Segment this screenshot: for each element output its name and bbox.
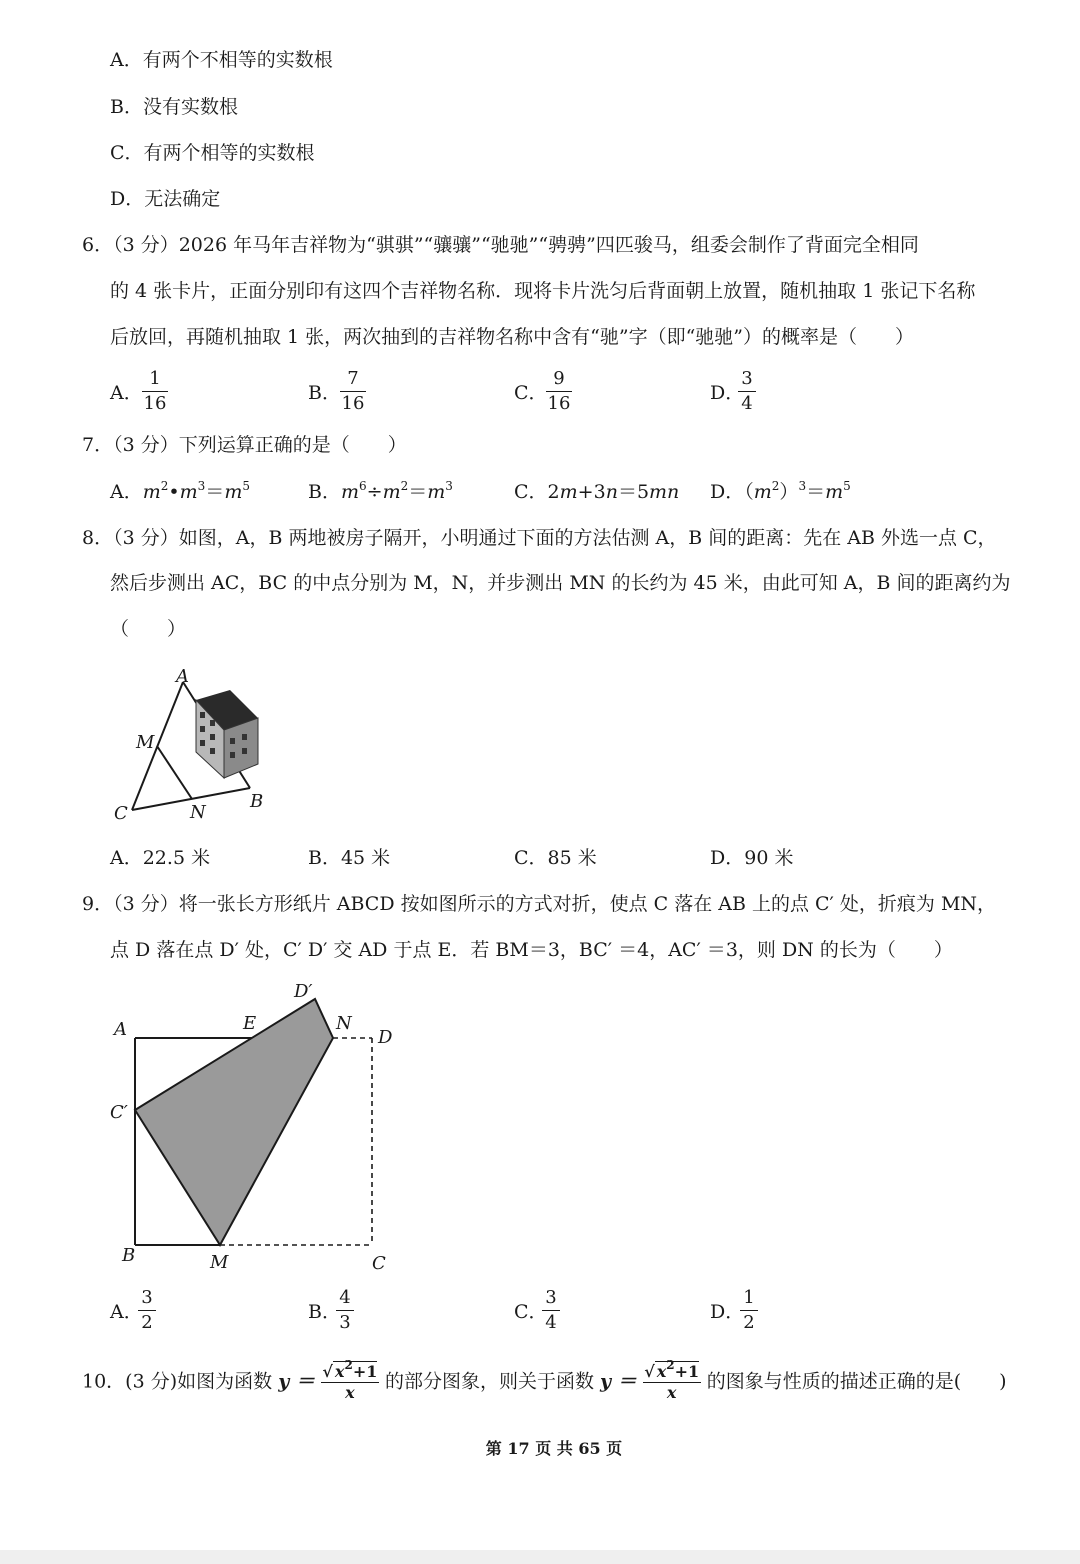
- numerator: 1: [743, 1287, 755, 1308]
- q9-option-a-fraction: [138, 1287, 156, 1334]
- q9-stem-line1: 9．（3 分）将一张长方形纸片 ABCD 按如图所示的方式对折，使点 C 落在 AB 上的点 C′ 处，折痕为 MN，: [82, 893, 997, 915]
- label-c: C: [114, 803, 128, 824]
- bottom-strip: [0, 1550, 1080, 1564]
- page-footer: 第 17 页 共 65 页: [485, 1439, 623, 1458]
- option-letter: C．: [514, 481, 548, 503]
- q6-stem-line2: 的 4 张卡片，正面分别印有这四个吉祥物名称．现将卡片洗匀后背面朝上放置，随机抽取 1 张记下名称: [110, 280, 976, 302]
- denominator: 3: [339, 1312, 351, 1333]
- q8-option-c: C．85 米: [514, 847, 597, 869]
- denominator: 2: [141, 1312, 153, 1333]
- option-letter: B．: [308, 481, 341, 503]
- q10-stem: 10．(3 分)如图为函数 y ＝ $\frac{√ x^2+1}{x}$ 的部分图象，则关于函数 y ＝ $\frac{√ x^2+1}{x}$ 的图象与性质的描述正确的是( ): [82, 1358, 1007, 1402]
- option-letter: A．: [110, 481, 143, 503]
- q6-option-c-fraction: [546, 368, 572, 415]
- q9-option-b-letter: B．: [308, 1301, 341, 1323]
- label-d: D: [378, 1027, 393, 1048]
- label-b: B: [122, 1245, 136, 1266]
- label-e: E: [243, 1013, 257, 1034]
- denominator: 16: [547, 393, 571, 414]
- q9-option-c-fraction: [542, 1287, 560, 1334]
- q8-stem-line1: 8．（3 分）如图，A，B 两地被房子隔开，小明通过下面的方法估测 A，B 间的距离：先在 AB 外选一点 C，: [82, 527, 997, 549]
- folded-region: [135, 999, 333, 1245]
- q8-option-b: B．45 米: [308, 847, 391, 869]
- midline-mn: [157, 746, 192, 799]
- q7-option-a: A．$m^2•m^3=m^5$: [110, 479, 250, 503]
- denominator: 2: [743, 1312, 755, 1333]
- q10-stem-mid: 的部分图象，则关于函数: [384, 1370, 594, 1393]
- q8-triangle-figure: [100, 660, 290, 830]
- numerator: 3: [141, 1287, 153, 1308]
- q9-fold-figure: [100, 975, 410, 1275]
- denominator: 16: [341, 393, 365, 414]
- denominator: 4: [741, 393, 753, 414]
- label-m: M: [136, 732, 155, 753]
- label-n: N: [336, 1013, 352, 1034]
- q6-option-b-fraction: [340, 368, 366, 415]
- q6-option-c-letter: C．: [514, 382, 548, 404]
- numerator: 3: [741, 368, 753, 389]
- label-n: N: [190, 802, 206, 823]
- q6-option-b-letter: B．: [308, 382, 341, 404]
- q8-option-d: D．90 米: [710, 847, 794, 869]
- q7-option-d: D．$(m^2)^3=m^5$: [710, 479, 851, 503]
- q6-option-d-fraction: [738, 368, 756, 415]
- label-a: A: [176, 666, 189, 687]
- label-m: M: [210, 1252, 229, 1273]
- q8-stem-line2: 然后步测出 AC，BC 的中点分别为 M，N，并步测出 MN 的长约为 45 米，由此可知 A，B 间的距离约为: [110, 572, 1011, 594]
- q10-stem-post: 的图象与性质的描述正确的是( ): [706, 1370, 1007, 1393]
- building-icon: [196, 690, 258, 778]
- q5-option-c: C．有两个相等的实数根: [110, 142, 315, 164]
- numerator: 3: [545, 1287, 557, 1308]
- q9-option-d-letter: D．: [710, 1301, 745, 1323]
- label-a: A: [114, 1019, 127, 1040]
- q7-option-c: C．2m+3n＝5mn: [514, 481, 680, 503]
- q10-formula-2: $\frac{√ x^2+1}{x}$: [644, 1358, 700, 1402]
- q9-stem-line2: 点 D 落在点 D′ 处，C′ D′ 交 AD 于点 E．若 BM＝3，BC′ ＝4，AC′ ＝3，则 DN 的长为（ ）: [110, 939, 953, 961]
- q9-option-b-fraction: [336, 1287, 354, 1334]
- q9-option-d-fraction: [740, 1287, 758, 1334]
- label-c: C: [372, 1253, 386, 1274]
- label-c-prime: C′: [110, 1102, 128, 1123]
- q6-option-d-letter: D．: [710, 382, 745, 404]
- numerator: 9: [553, 368, 565, 389]
- q9-option-c-letter: C．: [514, 1301, 548, 1323]
- q10-stem-pre: 10．(3 分)如图为函数: [82, 1370, 273, 1393]
- q6-option-a-letter: A．: [110, 382, 143, 404]
- q5-option-b: B．没有实数根: [110, 96, 238, 118]
- q10-formula-1: $\frac{√ x^2+1}{x}$: [322, 1358, 378, 1402]
- label-d-prime: D′: [294, 981, 313, 1002]
- q9-option-a-letter: A．: [110, 1301, 143, 1323]
- q6-stem-line1: 6．（3 分）2026 年马年吉祥物为“骐骐”“骧骧”“驰驰”“骋骋”四匹骏马，组委会制作了背面完全相同: [82, 234, 919, 256]
- q8-stem-line3: （ ）: [110, 618, 187, 640]
- numerator: 1: [149, 368, 161, 389]
- option-letter: D．: [710, 481, 745, 503]
- numerator: 4: [339, 1287, 351, 1308]
- q7-stem: 7．（3 分）下列运算正确的是（ ）: [82, 434, 407, 456]
- denominator: 4: [545, 1312, 557, 1333]
- denominator: 16: [143, 393, 167, 414]
- q8-option-a: A．22.5 米: [110, 847, 211, 869]
- q6-option-a-fraction: [142, 368, 168, 415]
- q7-option-b: B．$m^6\div m^2=m^3$: [308, 479, 453, 503]
- numerator: 7: [347, 368, 359, 389]
- q5-option-d: D．无法确定: [110, 188, 221, 210]
- q6-stem-line3: 后放回，再随机抽取 1 张，两次抽到的吉祥物名称中含有“驰”字（即“驰驰”）的概率是（ ）: [110, 326, 915, 348]
- q5-option-a: A．有两个不相等的实数根: [110, 49, 333, 71]
- label-b: B: [250, 791, 264, 812]
